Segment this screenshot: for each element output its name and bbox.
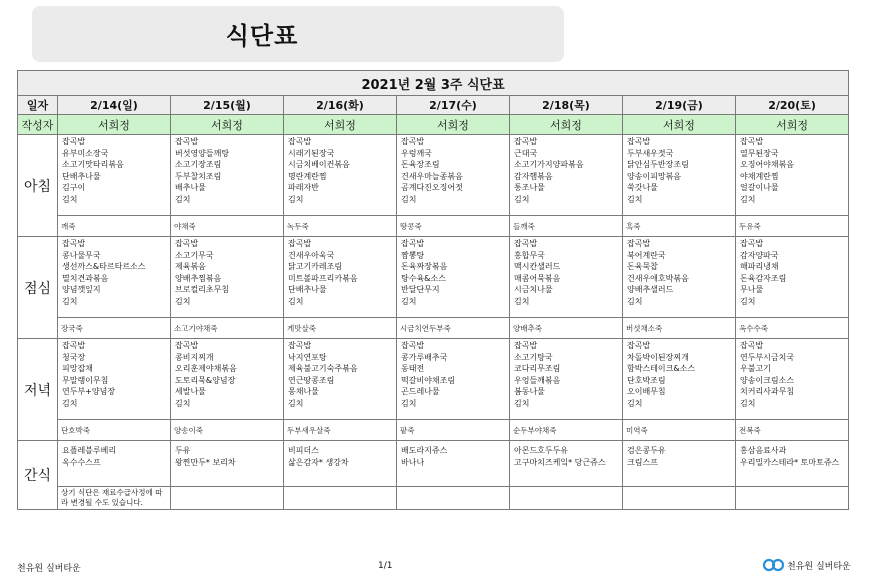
breakfast-porridge-cell <box>510 216 623 237</box>
footer-page-number: 1/1 <box>378 561 393 571</box>
note-cell <box>736 487 849 510</box>
lunch-items <box>736 237 848 307</box>
menu-item: 오리훈제야채볶음 <box>175 364 237 373</box>
menu-item: 제육볶음 <box>175 262 206 271</box>
breakfast-porridge-cell <box>736 216 849 237</box>
menu-item: 잡곡밥 <box>288 341 312 350</box>
dinner-items <box>284 339 396 409</box>
lunch-row-header: 점심 <box>18 237 58 339</box>
menu-item: 김치 <box>288 296 304 306</box>
note-cell <box>397 487 510 510</box>
author-cell: 서희정 <box>510 115 623 135</box>
breakfast-porridge-cell <box>171 216 284 237</box>
note-cell <box>171 487 284 510</box>
dinner-cell <box>397 339 510 420</box>
lunch-porridge-cell <box>171 318 284 339</box>
snack-item: 요플레블루베리 <box>62 446 117 455</box>
breakfast-items <box>171 135 283 205</box>
breakfast-cell <box>510 135 623 216</box>
menu-item: 감자양파국 <box>740 250 779 260</box>
menu-item: 시래기된장국 <box>288 148 335 158</box>
menu-item: 잡곡밥 <box>740 341 764 350</box>
snack-items <box>171 441 283 468</box>
menu-item: 김치 <box>514 296 530 306</box>
lunch-porridge-cell <box>623 318 736 339</box>
menu-item: 매콤어묵볶음 <box>514 273 561 283</box>
snack-item: 바나나 <box>401 457 425 467</box>
menu-item: 김치 <box>627 194 643 204</box>
menu-item: 잡곡밥 <box>175 137 199 146</box>
breakfast-items <box>510 135 622 205</box>
menu-item: 동태전 <box>401 364 425 373</box>
snack-item: 검은콩두유 <box>627 446 666 455</box>
menu-item: 잡곡밥 <box>62 239 86 248</box>
menu-item: 김치 <box>401 398 417 408</box>
menu-item: 낙지연포탕 <box>288 352 327 362</box>
dinner-items <box>623 339 735 409</box>
breakfast-cell <box>623 135 736 216</box>
menu-item: 김치 <box>288 194 304 204</box>
dinner-porridge: 미역죽 <box>626 425 648 435</box>
breakfast-cell <box>397 135 510 216</box>
menu-item: 건새우아욱국 <box>288 250 335 260</box>
menu-item: 김치 <box>514 398 530 408</box>
dinner-porridge-cell <box>58 420 171 441</box>
menu-item: 김치 <box>627 398 643 408</box>
lunch-porridge: 장국죽 <box>61 323 83 333</box>
dinner-items <box>58 339 170 409</box>
menu-item: 감자햄볶음 <box>514 171 553 181</box>
date-cell: 2/15(월) <box>171 96 284 115</box>
menu-item: 곤드레나물 <box>401 387 440 396</box>
lunch-porridge: 게맛살죽 <box>287 323 316 333</box>
menu-item: 쑥갓나물 <box>627 183 658 192</box>
snack-cell <box>736 441 849 487</box>
snack-item: 홍삼음료사과 <box>740 446 787 455</box>
dinner-cell <box>623 339 736 420</box>
dinner-porridge-cell <box>397 420 510 441</box>
snack-items <box>284 441 396 468</box>
snack-item: 삶은감자* 생강차 <box>288 457 349 467</box>
dinner-cell <box>510 339 623 420</box>
snack-cell <box>58 441 171 487</box>
snack-row-header: 간식 <box>18 441 58 510</box>
breakfast-porridge-cell <box>623 216 736 237</box>
menu-item: 잡곡밥 <box>627 341 651 350</box>
menu-item: 돈육묵찹 <box>627 262 658 271</box>
menu-item: 오징어야채볶음 <box>740 160 795 169</box>
breakfast-cell <box>736 135 849 216</box>
menu-item: 김치 <box>62 398 78 408</box>
logo-text: 천유원 실버타운 <box>787 561 851 572</box>
author-cell: 서희정 <box>58 115 171 135</box>
breakfast-items <box>284 135 396 205</box>
lunch-porridge: 옥수수죽 <box>739 323 768 333</box>
dinner-porridge: 팥죽 <box>400 425 415 435</box>
breakfast-row-header: 아침 <box>18 135 58 237</box>
menu-item: 무말랭이무침 <box>62 375 109 385</box>
menu-item: 무나물 <box>740 285 764 294</box>
menu-item: 명란계란찜 <box>288 171 327 181</box>
menu-item: 잡곡밥 <box>514 239 538 248</box>
snack-item: 비피더스 <box>288 446 319 455</box>
menu-item: 양배추샐러드 <box>627 285 674 294</box>
menu-item: 브로컬리초무침 <box>175 285 230 294</box>
menu-item: 봄동나물 <box>514 387 545 396</box>
menu-item: 닭안심두반장조림 <box>627 160 689 169</box>
menu-item: 미트볼파프리카볶음 <box>288 273 358 283</box>
menu-item: 세발나물 <box>175 387 206 396</box>
menu-item: 돈육짜장볶음 <box>401 262 448 271</box>
menu-item: 김치 <box>514 194 530 204</box>
menu-item: 코다리무조림 <box>514 364 561 373</box>
menu-item: 잡곡밥 <box>62 341 86 350</box>
menu-item: 연두부시금치국 <box>740 352 795 362</box>
menu-item: 김치 <box>175 194 191 204</box>
snack-item: 아몬드호두두유 <box>514 446 569 455</box>
lunch-porridge: 소고기야채죽 <box>174 323 218 333</box>
dinner-cell <box>171 339 284 420</box>
dinner-cell <box>736 339 849 420</box>
note-text: 상기 식단은 재료수급사정에 따라 변경될 수도 있습니다. <box>61 488 163 507</box>
menu-item: 치커리사과무침 <box>740 387 795 396</box>
lunch-cell <box>171 237 284 318</box>
menu-item: 양송이크림소스 <box>740 375 795 385</box>
breakfast-porridge: 흑죽 <box>626 221 641 231</box>
menu-item: 김치 <box>175 398 191 408</box>
note-cell <box>623 487 736 510</box>
snack-item: 배도라지쥬스 <box>401 446 448 455</box>
snack-item: 크림스프 <box>627 457 658 467</box>
snack-cell <box>171 441 284 487</box>
breakfast-cell <box>284 135 397 216</box>
logo-icon <box>763 557 785 573</box>
note-cell <box>284 487 397 510</box>
lunch-porridge: 버섯채소죽 <box>626 323 663 333</box>
menu-item: 김치 <box>627 296 643 306</box>
lunch-cell <box>58 237 171 318</box>
menu-item: 북어계란국 <box>627 250 666 260</box>
lunch-items <box>397 237 509 307</box>
breakfast-porridge: 들깨죽 <box>513 221 535 231</box>
menu-item: 제육불고기숙주볶음 <box>288 364 358 373</box>
menu-item: 잡곡밥 <box>288 239 312 248</box>
menu-item: 단배추나물 <box>288 285 327 294</box>
menu-item: 잡곡밥 <box>740 239 764 248</box>
menu-item: 김구이 <box>62 183 86 192</box>
menu-item: 떡갈비야채조림 <box>401 375 456 385</box>
menu-item: 야채계란찜 <box>740 171 779 181</box>
lunch-cell <box>623 237 736 318</box>
date-cell: 2/14(일) <box>58 96 171 115</box>
menu-item: 파래자반 <box>288 183 319 192</box>
author-cell: 서희정 <box>623 115 736 135</box>
menu-item: 소고기맛타리볶음 <box>62 160 124 169</box>
menu-item: 생선까스&타르타르소스 <box>62 262 146 271</box>
dinner-porridge-cell <box>171 420 284 441</box>
date-cell: 2/19(금) <box>623 96 736 115</box>
lunch-porridge-cell <box>284 318 397 339</box>
menu-item: 몽채나물 <box>288 387 319 396</box>
menu-item: 돈육장조림 <box>401 160 440 169</box>
menu-item: 근대국 <box>514 148 538 158</box>
breakfast-porridge-cell <box>284 216 397 237</box>
menu-item: 잡곡밥 <box>627 137 651 146</box>
menu-item: 김치 <box>288 398 304 408</box>
date-cell: 2/17(수) <box>397 96 510 115</box>
menu-item: 소고기무국 <box>175 250 214 260</box>
menu-item: 시금치베이컨볶음 <box>288 160 350 169</box>
menu-item: 멸치견과볶음 <box>62 273 109 283</box>
dinner-porridge-cell <box>510 420 623 441</box>
menu-item: 연두부+양념장 <box>62 387 116 396</box>
menu-item: 소고기장조림 <box>175 160 222 169</box>
menu-item: 콩나물무국 <box>62 250 101 260</box>
dinner-items <box>397 339 509 409</box>
snack-item: 두유 <box>175 446 191 455</box>
snack-item: 고구마치즈케잌* 당근쥬스 <box>514 457 606 467</box>
menu-item: 잡곡밥 <box>175 239 199 248</box>
menu-item: 소고기탕국 <box>514 352 553 362</box>
lunch-items <box>171 237 283 307</box>
menu-item: 시금치나물 <box>514 285 553 294</box>
menu-item: 피망잡채 <box>62 364 93 373</box>
dinner-porridge: 두부새우살죽 <box>287 425 331 435</box>
menu-item: 잡곡밥 <box>627 239 651 248</box>
dinner-items <box>736 339 848 409</box>
author-cell: 서희정 <box>284 115 397 135</box>
menu-item: 단호박조림 <box>627 375 666 385</box>
breakfast-items <box>58 135 170 205</box>
dinner-porridge: 순두부야채죽 <box>513 425 557 435</box>
menu-item: 양송이피망볶음 <box>627 171 682 181</box>
dinner-porridge: 양송이죽 <box>174 425 203 435</box>
dinner-porridge: 단호박죽 <box>61 425 90 435</box>
table-title: 2021년 2월 3주 식단표 <box>18 71 849 96</box>
snack-cell <box>284 441 397 487</box>
menu-item: 탕수육&소스 <box>401 273 446 283</box>
snack-cell <box>623 441 736 487</box>
snack-items <box>397 441 509 468</box>
menu-item: 해파리냉채 <box>740 262 779 271</box>
snack-item: 왕찐만두* 보리차 <box>175 457 236 467</box>
menu-item: 두부새우젓국 <box>627 148 674 158</box>
page-title-box <box>32 6 564 62</box>
lunch-porridge: 양배추죽 <box>513 323 542 333</box>
snack-items <box>58 441 170 468</box>
menu-item: 통조나물 <box>514 183 545 192</box>
menu-item: 소고기가지양파볶음 <box>514 160 584 169</box>
menu-item: 우엉들깨볶음 <box>514 375 561 385</box>
lunch-items <box>284 237 396 307</box>
breakfast-cell <box>171 135 284 216</box>
menu-item: 곰계다진오징어젓 <box>401 183 463 192</box>
menu-item: 오이배무침 <box>627 387 666 396</box>
menu-item: 김치 <box>740 194 756 204</box>
menu-item: 우렁깨국 <box>401 148 432 158</box>
date-row-header: 일자 <box>18 96 58 115</box>
lunch-items <box>510 237 622 307</box>
author-cell: 서희정 <box>397 115 510 135</box>
menu-item: 양념깻잎지 <box>62 285 101 294</box>
menu-item: 열무된장국 <box>740 148 779 158</box>
menu-item: 잡곡밥 <box>401 137 425 146</box>
breakfast-porridge-cell <box>397 216 510 237</box>
lunch-porridge-cell <box>736 318 849 339</box>
menu-item: 청국장 <box>62 352 86 362</box>
menu-item: 김치 <box>401 194 417 204</box>
date-cell: 2/18(목) <box>510 96 623 115</box>
footer-org: 천유원 실버타운 <box>17 564 81 574</box>
dinner-porridge-cell <box>623 420 736 441</box>
menu-item: 김치 <box>740 398 756 408</box>
menu-item: 건새우애호박볶음 <box>627 273 689 283</box>
menu-item: 양배추찜볶음 <box>175 273 222 283</box>
breakfast-cell <box>58 135 171 216</box>
lunch-porridge: 시금치연두부죽 <box>400 323 451 333</box>
menu-item: 닭고기카레조림 <box>288 262 343 271</box>
snack-item: 우리밀카스테라* 토마토쥬스 <box>740 457 840 467</box>
breakfast-porridge: 깨죽 <box>61 221 76 231</box>
menu-item: 돈육감자조림 <box>740 273 787 283</box>
dinner-cell <box>58 339 171 420</box>
menu-item: 건새우마늘종볶음 <box>401 171 463 181</box>
snack-cell <box>510 441 623 487</box>
breakfast-items <box>623 135 735 205</box>
breakfast-porridge-cell <box>58 216 171 237</box>
dinner-porridge-cell <box>284 420 397 441</box>
dinner-cell <box>284 339 397 420</box>
lunch-cell <box>736 237 849 318</box>
menu-item: 배추나물 <box>175 183 206 192</box>
meal-plan-table <box>17 70 849 510</box>
page-title: 식단표 <box>225 22 299 50</box>
menu-item: 김치 <box>740 296 756 306</box>
menu-item: 연근땅콩조림 <box>288 375 335 385</box>
menu-item: 반달단무지 <box>401 285 440 294</box>
author-cell: 서희정 <box>736 115 849 135</box>
dinner-porridge: 전복죽 <box>739 425 761 435</box>
lunch-items <box>58 237 170 307</box>
lunch-porridge-cell <box>397 318 510 339</box>
breakfast-porridge: 두유죽 <box>739 221 761 231</box>
menu-item: 두부찰치조림 <box>175 171 222 181</box>
menu-item: 잡곡밥 <box>288 137 312 146</box>
menu-item: 콩비지찌개 <box>175 352 214 362</box>
menu-item: 유부미소장국 <box>62 148 109 158</box>
menu-item: 단배추나물 <box>62 171 101 181</box>
menu-item: 잡곡밥 <box>175 341 199 350</box>
snack-items <box>736 441 848 468</box>
footer-logo <box>763 557 851 573</box>
dinner-items <box>171 339 283 409</box>
menu-item: 도토리묵&양념장 <box>175 375 236 385</box>
menu-item: 잡곡밥 <box>62 137 86 146</box>
menu-item: 잡곡밥 <box>514 137 538 146</box>
menu-item: 김치 <box>401 296 417 306</box>
snack-item: 옥수수스프 <box>62 457 101 467</box>
snack-items <box>510 441 622 468</box>
dinner-row-header: 저녁 <box>18 339 58 441</box>
lunch-items <box>623 237 735 307</box>
dinner-porridge-cell <box>736 420 849 441</box>
breakfast-porridge: 땅콩죽 <box>400 221 422 231</box>
menu-item: 우불고기 <box>740 364 771 373</box>
menu-item: 김치 <box>62 194 78 204</box>
menu-item: 잡곡밥 <box>401 341 425 350</box>
menu-item: 얼갈이나물 <box>740 183 779 192</box>
menu-item: 함박스테이크&소스 <box>627 364 696 373</box>
author-cell: 서희정 <box>171 115 284 135</box>
menu-item: 홍합무국 <box>514 250 545 260</box>
snack-cell <box>397 441 510 487</box>
date-cell: 2/20(토) <box>736 96 849 115</box>
menu-item: 잡곡밥 <box>740 137 764 146</box>
menu-item: 차돌박이된장찌개 <box>627 352 689 362</box>
note-cell <box>58 487 171 510</box>
menu-item: 김치 <box>62 296 78 306</box>
menu-item: 콩가루배추국 <box>401 352 448 362</box>
breakfast-items <box>736 135 848 205</box>
lunch-cell <box>510 237 623 318</box>
breakfast-items <box>397 135 509 205</box>
author-row-header: 작성자 <box>18 115 58 135</box>
menu-item: 김치 <box>175 296 191 306</box>
menu-item: 짬뽕탕 <box>401 250 425 260</box>
lunch-cell <box>397 237 510 318</box>
date-cell: 2/16(화) <box>284 96 397 115</box>
lunch-cell <box>284 237 397 318</box>
menu-item: 버섯영양들깨탕 <box>175 148 230 158</box>
lunch-porridge-cell <box>58 318 171 339</box>
breakfast-porridge: 녹두죽 <box>287 221 309 231</box>
menu-item: 잡곡밥 <box>514 341 538 350</box>
lunch-porridge-cell <box>510 318 623 339</box>
menu-item: 잡곡밥 <box>401 239 425 248</box>
breakfast-porridge: 야채죽 <box>174 221 196 231</box>
dinner-items <box>510 339 622 409</box>
note-cell <box>510 487 623 510</box>
menu-item: 맥시칸샐러드 <box>514 262 561 271</box>
snack-items <box>623 441 735 468</box>
